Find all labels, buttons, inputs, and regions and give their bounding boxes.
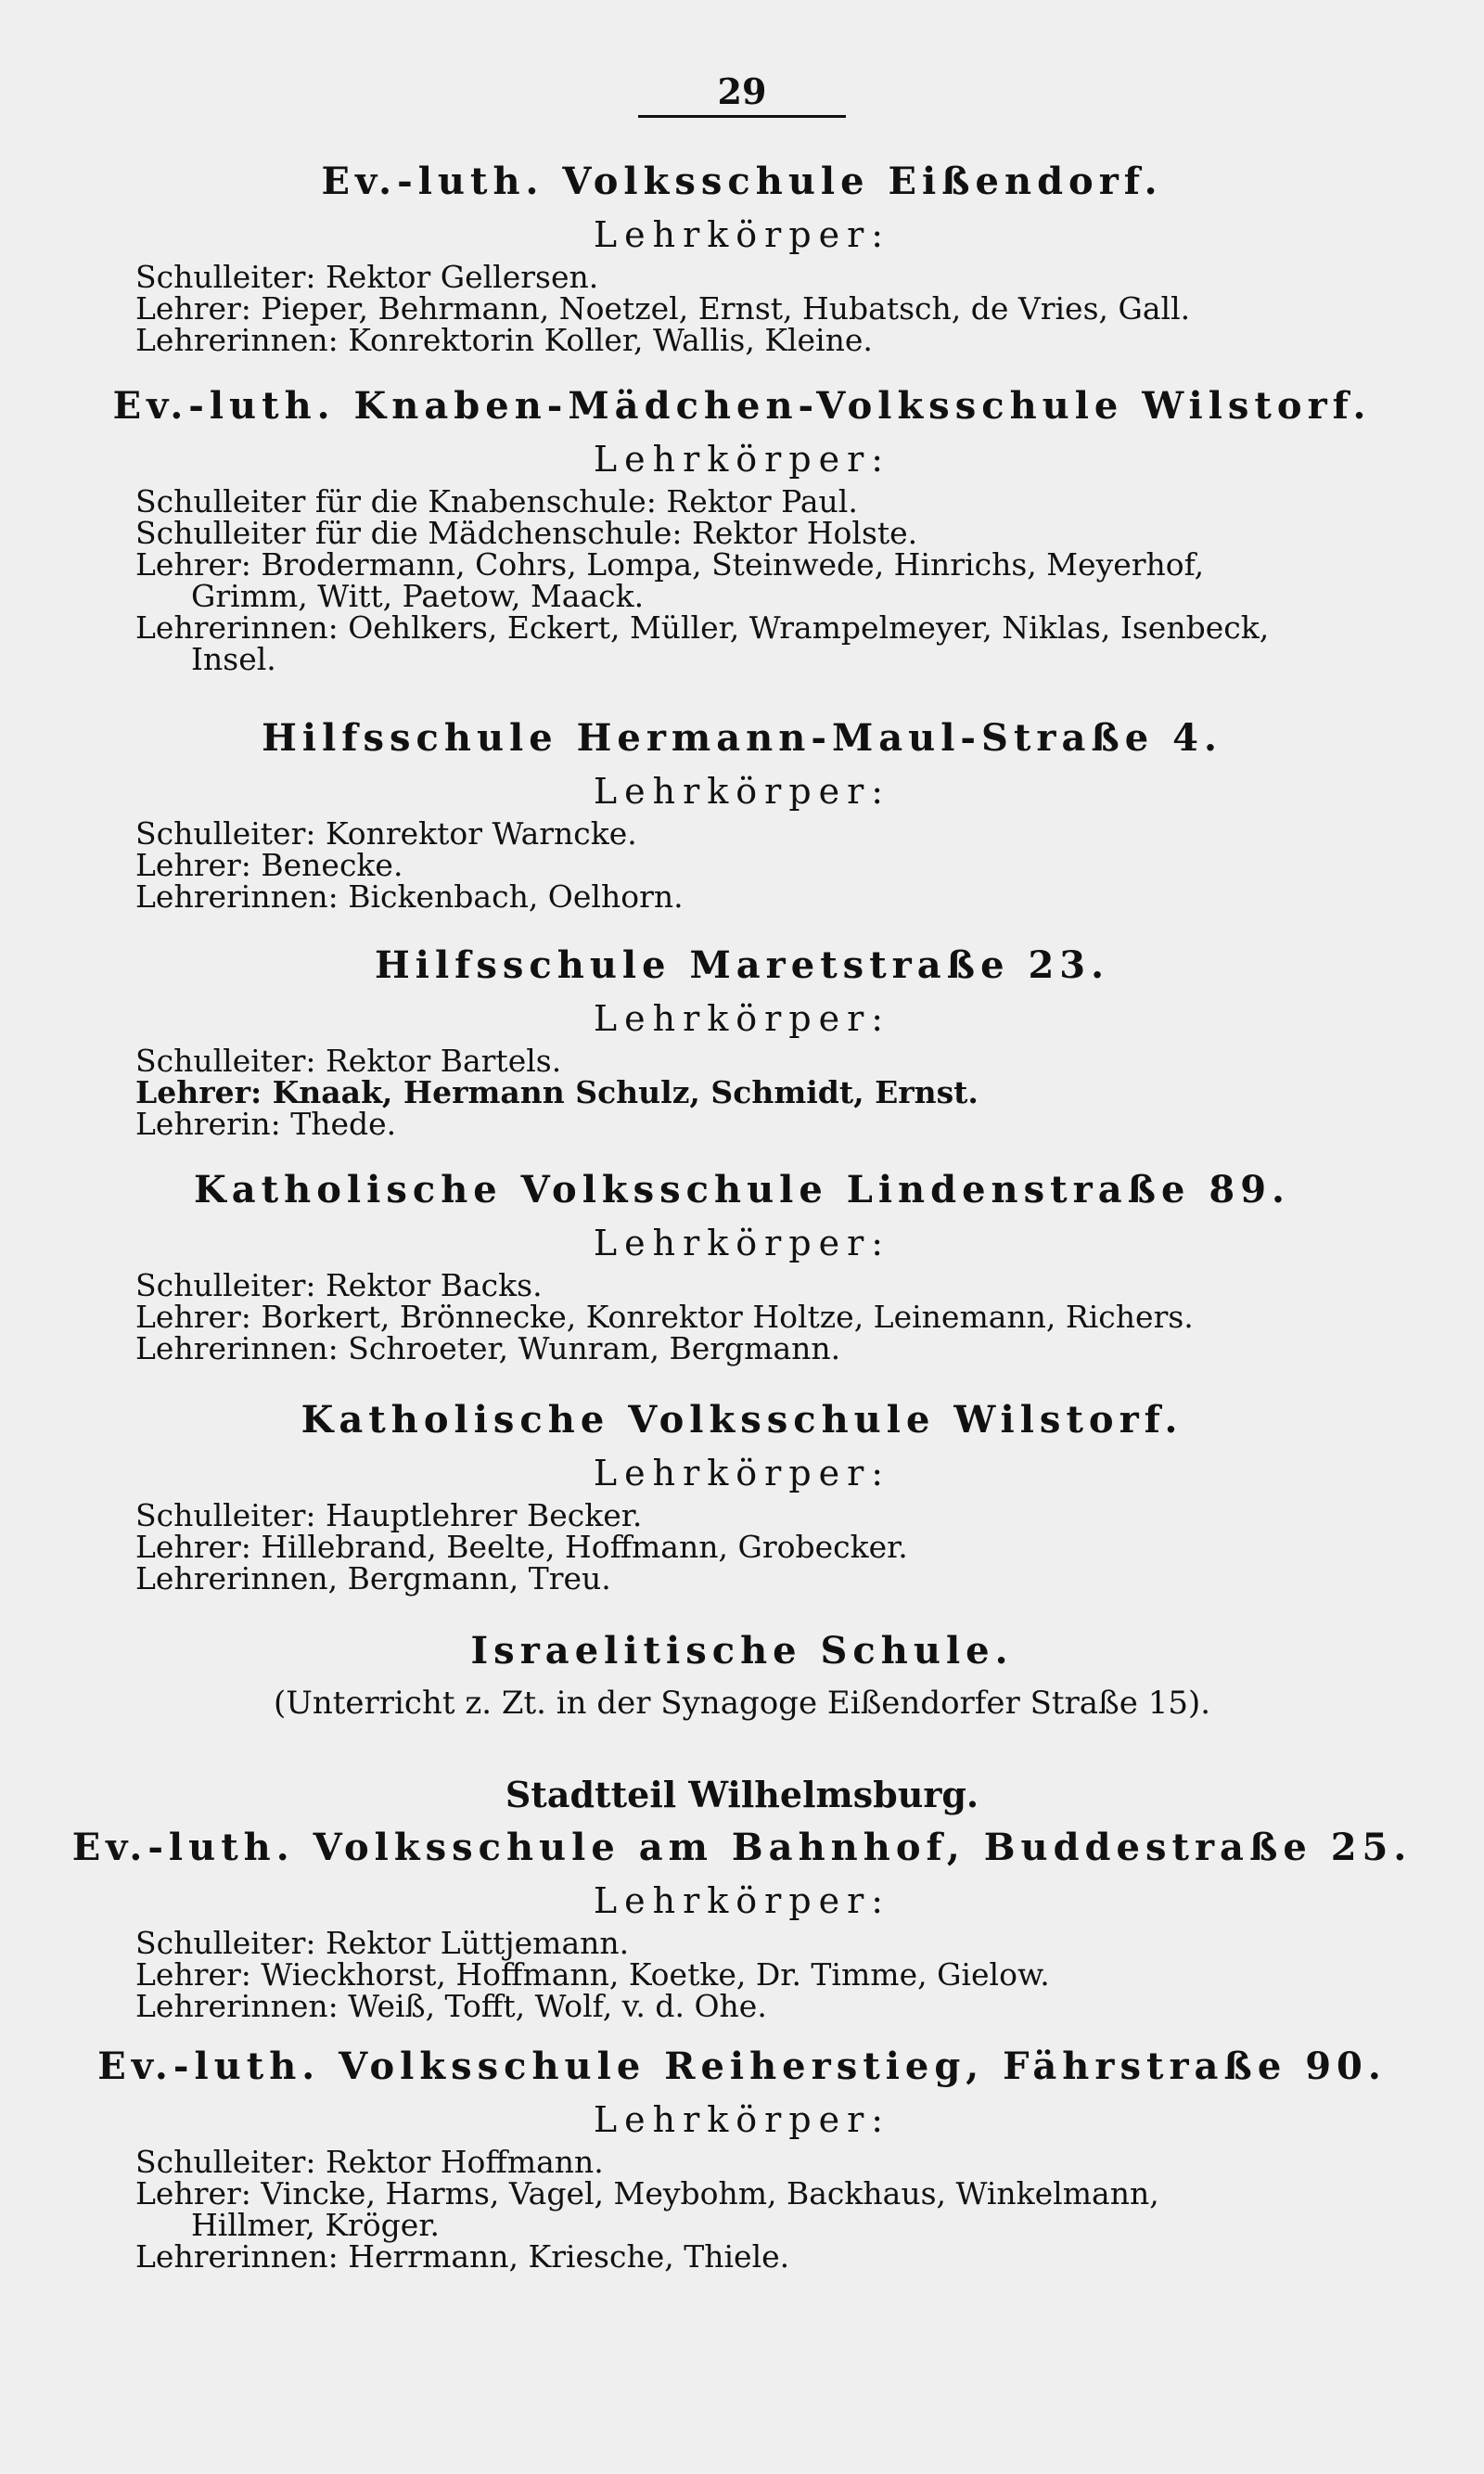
staff-line: Lehrerinnen: Bickenbach, Oelhorn. [135, 878, 684, 915]
staff-line: Lehrer: Vincke, Harms, Vagel, Meybohm, Backhaus, Winkelmann, [135, 2175, 1159, 2211]
staff-line: Lehrerin: Thede. [135, 1106, 397, 1142]
school-section [0, 2041, 1484, 2273]
staff-line: Lehrerinnen: Konrektorin Koller, Wallis, Kleine. [135, 322, 873, 358]
school-title: Katholische Volksschule Lindenstraße 89. [194, 1168, 1290, 1211]
staff-line: Lehrer: Brodermann, Cohrs, Lompa, Steinwede, Hinrichs, Meyerhof, [135, 546, 1205, 583]
staff-line: Lehrerinnen: Oehlkers, Eckert, Müller, Wrampelmeyer, Niklas, Isenbeck, [135, 609, 1270, 646]
staff-line: Grimm, Witt, Paetow, Maack. [191, 578, 645, 614]
staff-line: Schulleiter: Rektor Bartels. [135, 1043, 562, 1079]
staff-heading: Lehrkörper: [593, 1223, 891, 1263]
school-section [0, 1625, 1484, 1729]
staff-line: Schulleiter: Rektor Gellersen. [135, 259, 599, 295]
district-heading: Stadtteil Wilhelmsburg. [505, 1774, 979, 1815]
staff-line: Lehrerinnen: Schroeter, Wunram, Bergmann. [135, 1330, 841, 1366]
staff-line: Insel. [191, 641, 276, 677]
school-note: (Unterricht z. Zt. in der Synagoge Eißendorfer Straße 15). [273, 1685, 1211, 1722]
school-section [0, 1394, 1484, 1595]
staff-line: Lehrer: Benecke. [135, 847, 403, 883]
school-section [0, 156, 1484, 356]
staff-line: Lehrer: Wieckhorst, Hoffmann, Koetke, Dr. Timme, Gielow. [135, 1956, 1050, 1993]
page-number-rule [638, 115, 846, 118]
staff-line: Schulleiter für die Knabenschule: Rektor Paul. [135, 483, 858, 519]
school-section [0, 940, 1484, 1140]
school-title: Ev.-luth. Knaben-Mädchen-Volksschule Wilstorf. [112, 384, 1372, 428]
staff-line: Lehrer: Borkert, Brönnecke, Konrektor Holtze, Leinemann, Richers. [135, 1299, 1194, 1335]
school-section [0, 1164, 1484, 1365]
staff-line: Lehrerinnen, Bergmann, Treu. [135, 1560, 611, 1596]
page-number: 29 [717, 71, 767, 112]
staff-line: Lehrer: Knaak, Hermann Schulz, Schmidt, Ernst. [135, 1074, 979, 1110]
staff-heading: Lehrkörper: [593, 998, 891, 1039]
staff-heading: Lehrkörper: [593, 439, 891, 480]
staff-heading: Lehrkörper: [593, 1453, 891, 1493]
staff-line: Lehrerinnen: Herrmann, Kriesche, Thiele. [135, 2238, 790, 2275]
staff-line: Schulleiter: Konrektor Warncke. [135, 815, 637, 852]
staff-line: Lehrer: Hillebrand, Beelte, Hoffmann, Grobecker. [135, 1529, 908, 1565]
staff-heading: Lehrkörper: [593, 2099, 891, 2140]
school-title: Hilfsschule Maretstraße 23. [374, 943, 1110, 987]
staff-line: Lehrer: Pieper, Behrmann, Noetzel, Ernst, Hubatsch, de Vries, Gall. [135, 290, 1191, 327]
school-title: Ev.-luth. Volksschule Eißendorf. [321, 160, 1163, 203]
staff-line: Lehrerinnen: Weiß, Tofft, Wolf, v. d. Ohe. [135, 1988, 767, 2024]
staff-line: Schulleiter: Rektor Backs. [135, 1267, 543, 1303]
staff-line: Schulleiter: Hauptlehrer Becker. [135, 1497, 643, 1533]
school-title: Ev.-luth. Volksschule am Bahnhof, Buddestraße 25. [71, 1826, 1413, 1869]
school-section [0, 712, 1484, 913]
school-section [0, 1768, 1484, 2022]
staff-heading: Lehrkörper: [593, 771, 891, 812]
school-title: Ev.-luth. Volksschule Reiherstieg, Fährstraße 90. [97, 2045, 1387, 2088]
staff-heading: Lehrkörper: [593, 1880, 891, 1921]
school-title: Israelitische Schule. [470, 1629, 1014, 1673]
staff-heading: Lehrkörper: [593, 214, 891, 255]
school-title: Hilfsschule Hermann-Maul-Straße 4. [262, 716, 1222, 760]
school-title: Katholische Volksschule Wilstorf. [301, 1398, 1183, 1442]
staff-line: Schulleiter für die Mädchenschule: Rektor Holste. [135, 515, 918, 551]
staff-line: Hillmer, Kröger. [191, 2207, 440, 2243]
school-section [0, 380, 1484, 675]
staff-line: Schulleiter: Rektor Hoffmann. [135, 2144, 604, 2180]
staff-line: Schulleiter: Rektor Lüttjemann. [135, 1925, 630, 1961]
